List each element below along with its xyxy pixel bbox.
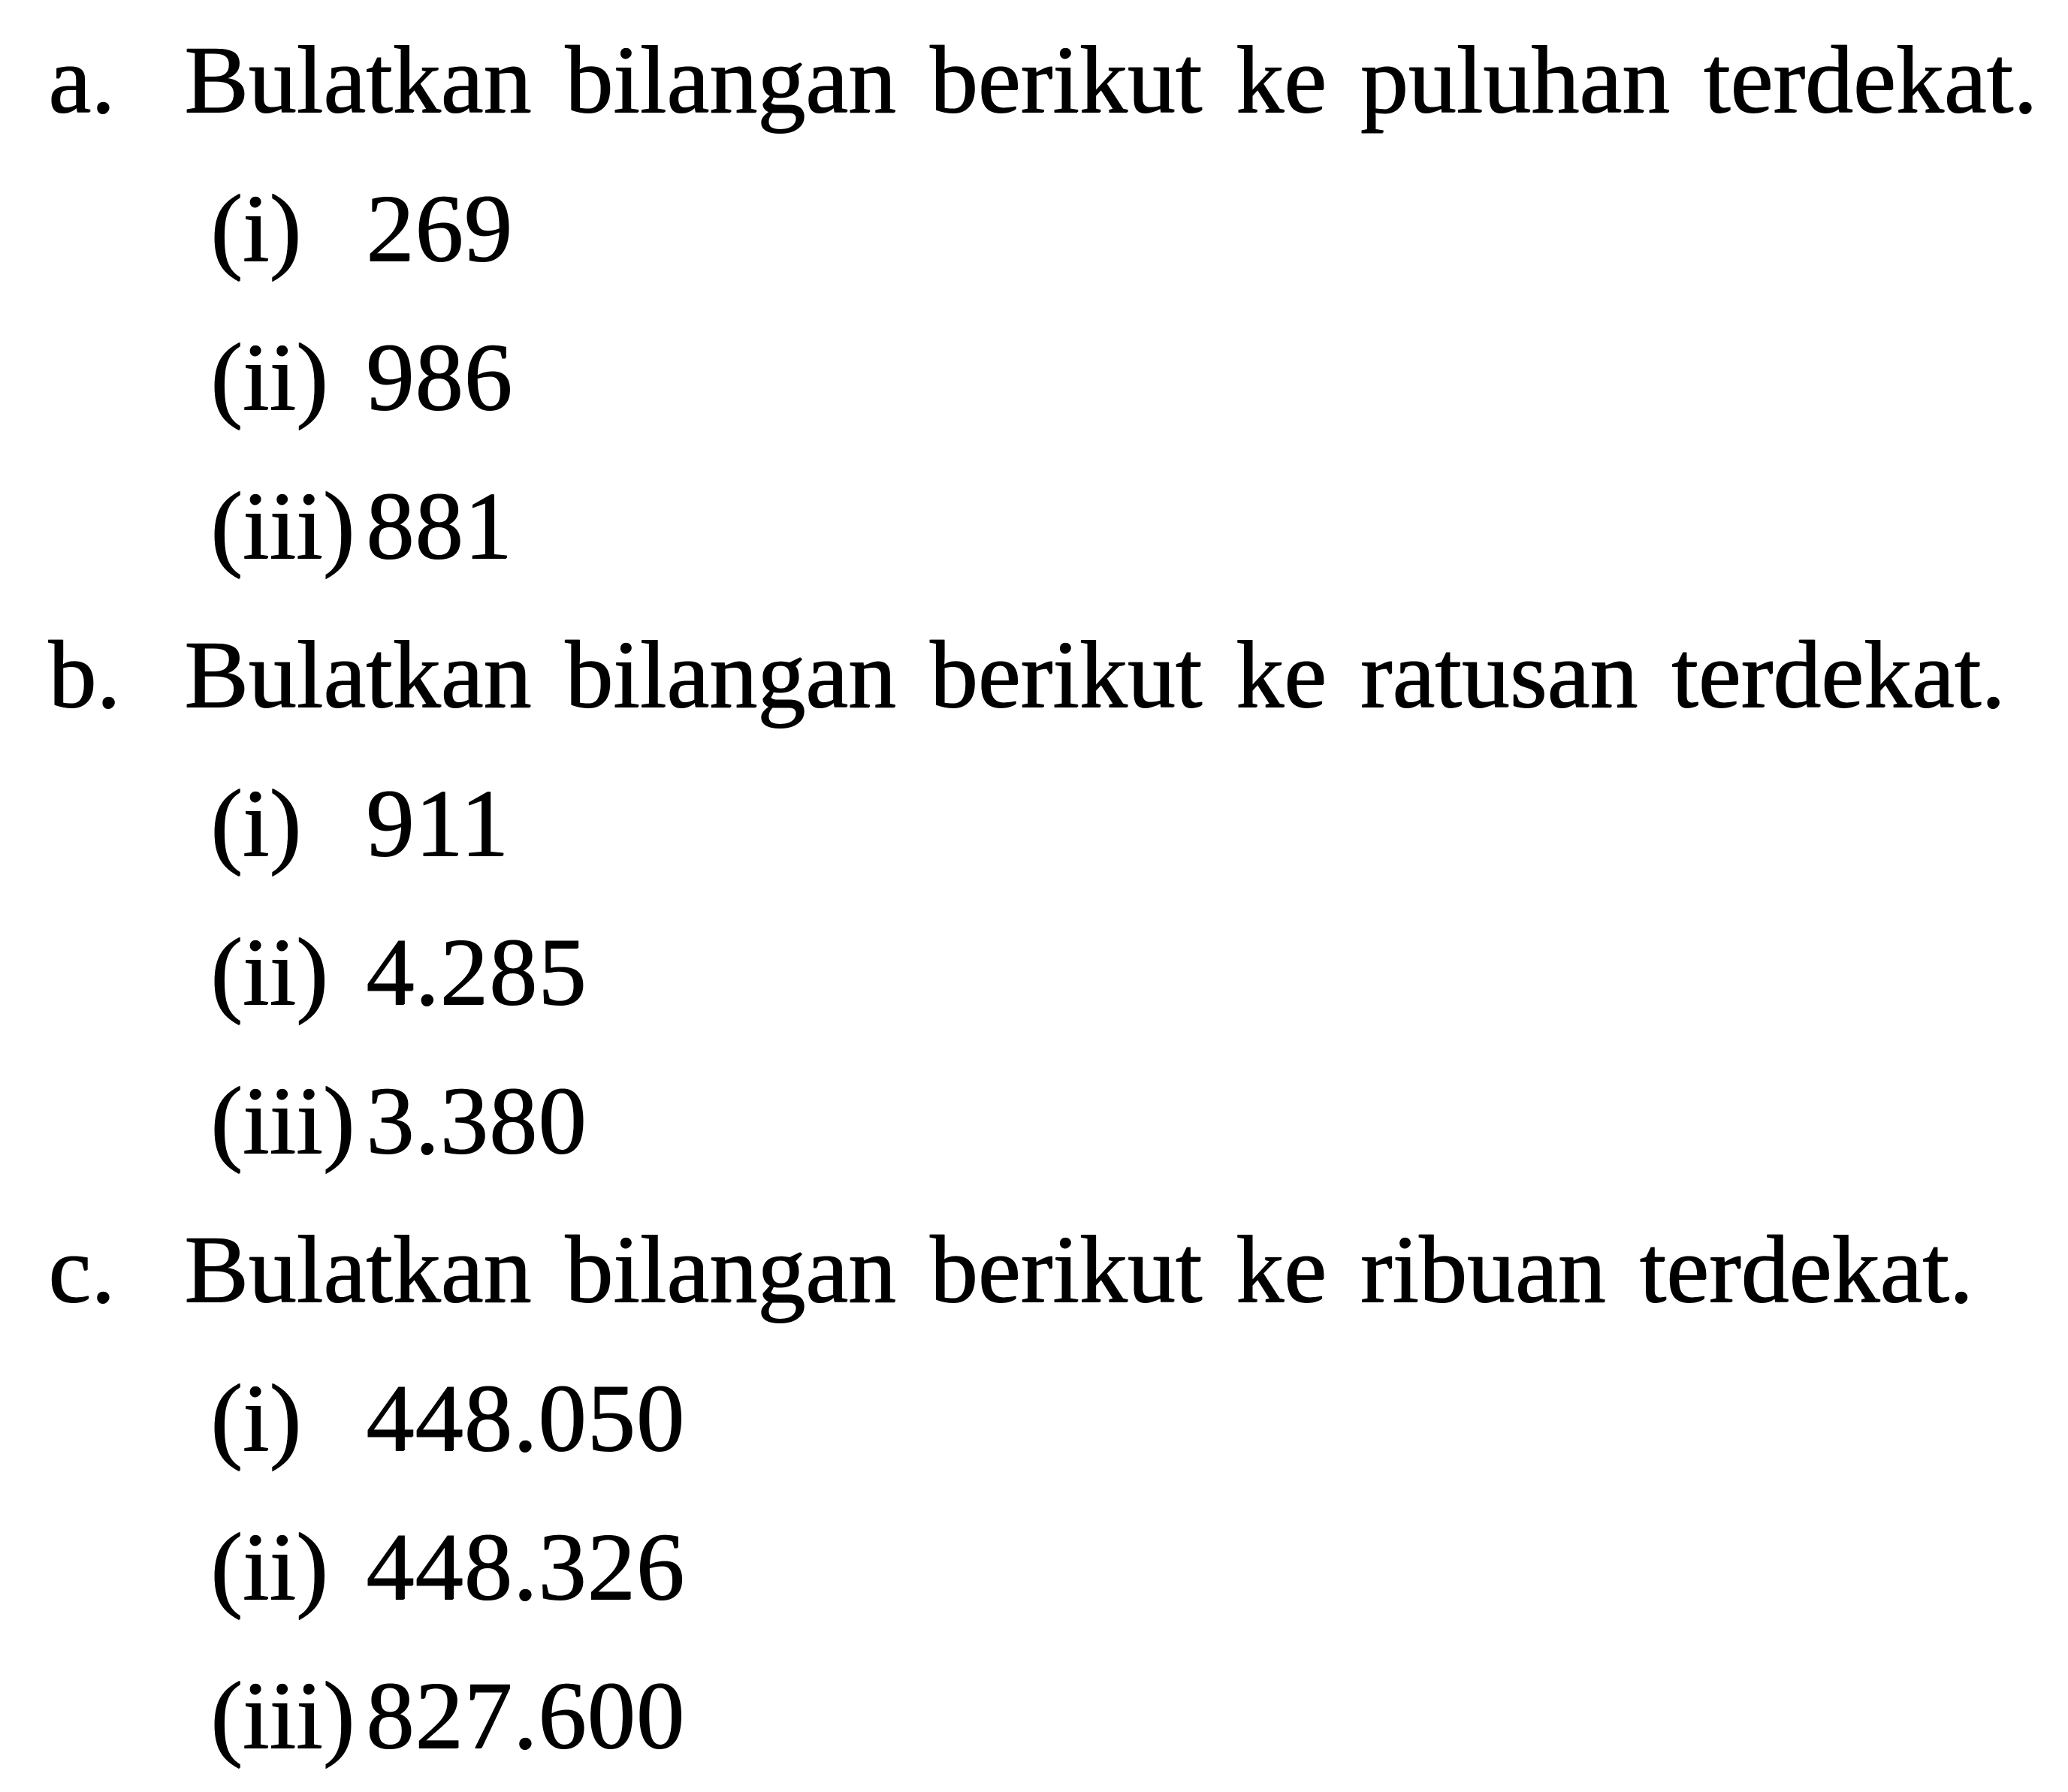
section-c-heading-row (0, 1196, 2068, 1344)
section-b-heading-row (0, 601, 2068, 750)
section-b-item-3 (0, 1047, 2068, 1196)
section-a-label: a. (48, 26, 115, 134)
item-label: (i) (210, 1365, 301, 1472)
item-label: (i) (210, 770, 301, 877)
section-b-heading: Bulatkan bilangan berikut ke ratusan terdekat. (184, 621, 2006, 729)
section-b-label: b. (48, 621, 120, 729)
item-value: 881 (366, 472, 513, 580)
section-a-heading: Bulatkan bilangan berikut ke puluhan terdekat. (184, 26, 2037, 134)
item-label: (iii) (210, 472, 355, 580)
item-label: (ii) (210, 324, 328, 431)
section-a-item-3 (0, 452, 2068, 601)
item-value: 448.326 (366, 1513, 685, 1621)
item-label: (iii) (210, 1662, 355, 1769)
section-a-item-2 (0, 303, 2068, 452)
item-value: 827.600 (366, 1662, 685, 1769)
section-c-item-2 (0, 1493, 2068, 1642)
section-b-item-2 (0, 898, 2068, 1047)
section-c-item-3 (0, 1642, 2068, 1790)
item-value: 4.285 (366, 919, 587, 1026)
item-label: (iii) (210, 1067, 355, 1175)
item-value: 911 (366, 770, 510, 877)
section-a-item-1 (0, 155, 2068, 303)
section-c-heading: Bulatkan bilangan berikut ke ribuan terdekat. (184, 1216, 1973, 1323)
section-c-label: c. (48, 1216, 115, 1323)
item-label: (i) (210, 175, 301, 282)
item-value: 269 (366, 175, 513, 282)
item-value: 448.050 (366, 1365, 685, 1472)
section-b-item-1 (0, 750, 2068, 898)
item-value: 986 (366, 324, 513, 431)
section-c-item-1 (0, 1344, 2068, 1493)
item-label: (ii) (210, 919, 328, 1026)
item-label: (ii) (210, 1513, 328, 1621)
section-a-heading-row (0, 6, 2068, 155)
item-value: 3.380 (366, 1067, 587, 1175)
